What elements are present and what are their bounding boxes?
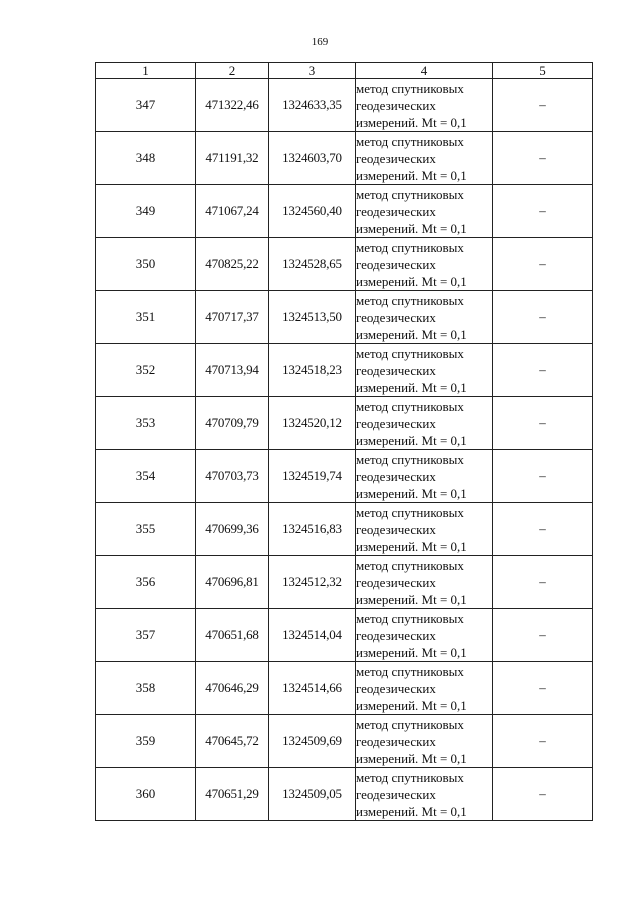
point-number-cell: 359 xyxy=(96,715,196,768)
header-col-2: 2 xyxy=(196,63,269,79)
method-text-line: метод спутниковых xyxy=(356,610,464,626)
method-text-line: метод спутниковых xyxy=(356,451,464,467)
note-cell: – xyxy=(493,291,593,344)
method-text-line: геодезических xyxy=(356,521,436,537)
method-cell xyxy=(356,291,493,344)
table-body xyxy=(96,79,593,821)
method-text-line: измерений. Mt = 0,1 xyxy=(356,803,467,819)
method-cell xyxy=(356,715,493,768)
method-cell xyxy=(356,609,493,662)
method-text-line: геодезических xyxy=(356,574,436,590)
point-number-cell: 354 xyxy=(96,450,196,503)
method-text-line: метод спутниковых xyxy=(356,239,464,255)
point-number-cell: 357 xyxy=(96,609,196,662)
method-text-line: измерений. Mt = 0,1 xyxy=(356,379,467,395)
method-text-line: измерений. Mt = 0,1 xyxy=(356,485,467,501)
y-coordinate-cell: 1324509,05 xyxy=(269,768,356,821)
y-coordinate-cell: 1324514,66 xyxy=(269,662,356,715)
method-cell xyxy=(356,132,493,185)
method-cell xyxy=(356,344,493,397)
x-coordinate-cell: 470646,29 xyxy=(196,662,269,715)
method-text-line: метод спутниковых xyxy=(356,769,464,785)
y-coordinate-cell: 1324528,65 xyxy=(269,238,356,291)
table-header-row xyxy=(96,63,593,79)
method-text-line: метод спутниковых xyxy=(356,716,464,732)
method-cell xyxy=(356,768,493,821)
x-coordinate-cell: 471322,46 xyxy=(196,79,269,132)
method-text-line: измерений. Mt = 0,1 xyxy=(356,750,467,766)
y-coordinate-cell: 1324520,12 xyxy=(269,397,356,450)
x-coordinate-cell: 470645,72 xyxy=(196,715,269,768)
x-coordinate-cell: 470699,36 xyxy=(196,503,269,556)
method-text-line: измерений. Mt = 0,1 xyxy=(356,538,467,554)
method-text-line: метод спутниковых xyxy=(356,133,464,149)
method-text-line: геодезических xyxy=(356,468,436,484)
table-row xyxy=(96,715,593,768)
method-text-line: метод спутниковых xyxy=(356,345,464,361)
method-text-line: геодезических xyxy=(356,415,436,431)
method-cell xyxy=(356,662,493,715)
note-cell: – xyxy=(493,715,593,768)
y-coordinate-cell: 1324603,70 xyxy=(269,132,356,185)
table-row xyxy=(96,344,593,397)
point-number-cell: 356 xyxy=(96,556,196,609)
x-coordinate-cell: 470717,37 xyxy=(196,291,269,344)
x-coordinate-cell: 470709,79 xyxy=(196,397,269,450)
method-text-line: измерений. Mt = 0,1 xyxy=(356,220,467,236)
header-col-3: 3 xyxy=(269,63,356,79)
table-row xyxy=(96,291,593,344)
point-number-cell: 355 xyxy=(96,503,196,556)
point-number-cell: 360 xyxy=(96,768,196,821)
header-col-5: 5 xyxy=(493,63,593,79)
table-row xyxy=(96,79,593,132)
method-text-line: метод спутниковых xyxy=(356,398,464,414)
x-coordinate-cell: 470651,68 xyxy=(196,609,269,662)
point-number-cell: 358 xyxy=(96,662,196,715)
table-row xyxy=(96,556,593,609)
point-number-cell: 351 xyxy=(96,291,196,344)
coordinates-table xyxy=(95,62,593,821)
method-text-line: геодезических xyxy=(356,150,436,166)
table-row xyxy=(96,397,593,450)
method-cell xyxy=(356,503,493,556)
method-cell xyxy=(356,450,493,503)
method-text-line: измерений. Mt = 0,1 xyxy=(356,114,467,130)
method-cell xyxy=(356,79,493,132)
x-coordinate-cell: 470825,22 xyxy=(196,238,269,291)
method-text-line: геодезических xyxy=(356,733,436,749)
point-number-cell: 349 xyxy=(96,185,196,238)
table-row xyxy=(96,185,593,238)
x-coordinate-cell: 470703,73 xyxy=(196,450,269,503)
method-text-line: геодезических xyxy=(356,309,436,325)
x-coordinate-cell: 471067,24 xyxy=(196,185,269,238)
point-number-cell: 350 xyxy=(96,238,196,291)
table-row xyxy=(96,450,593,503)
method-text-line: геодезических xyxy=(356,680,436,696)
point-number-cell: 353 xyxy=(96,397,196,450)
y-coordinate-cell: 1324512,32 xyxy=(269,556,356,609)
method-text-line: геодезических xyxy=(356,256,436,272)
x-coordinate-cell: 470713,94 xyxy=(196,344,269,397)
note-cell: – xyxy=(493,79,593,132)
note-cell: – xyxy=(493,662,593,715)
note-cell: – xyxy=(493,609,593,662)
note-cell: – xyxy=(493,450,593,503)
method-text-line: измерений. Mt = 0,1 xyxy=(356,432,467,448)
y-coordinate-cell: 1324633,35 xyxy=(269,79,356,132)
method-text-line: измерений. Mt = 0,1 xyxy=(356,644,467,660)
method-text-line: геодезических xyxy=(356,362,436,378)
method-text-line: измерений. Mt = 0,1 xyxy=(356,273,467,289)
method-text-line: геодезических xyxy=(356,203,436,219)
page-number: 169 xyxy=(311,36,329,48)
table-row xyxy=(96,768,593,821)
x-coordinate-cell: 470651,29 xyxy=(196,768,269,821)
note-cell: – xyxy=(493,185,593,238)
note-cell: – xyxy=(493,344,593,397)
method-cell xyxy=(356,185,493,238)
point-number-cell: 352 xyxy=(96,344,196,397)
method-text-line: измерений. Mt = 0,1 xyxy=(356,591,467,607)
y-coordinate-cell: 1324518,23 xyxy=(269,344,356,397)
note-cell: – xyxy=(493,768,593,821)
method-cell xyxy=(356,556,493,609)
point-number-cell: 347 xyxy=(96,79,196,132)
y-coordinate-cell: 1324513,50 xyxy=(269,291,356,344)
method-text-line: измерений. Mt = 0,1 xyxy=(356,326,467,342)
table-row xyxy=(96,238,593,291)
method-text-line: метод спутниковых xyxy=(356,557,464,573)
method-text-line: геодезических xyxy=(356,786,436,802)
note-cell: – xyxy=(493,556,593,609)
method-text-line: метод спутниковых xyxy=(356,504,464,520)
method-text-line: метод спутниковых xyxy=(356,80,464,96)
method-text-line: геодезических xyxy=(356,97,436,113)
y-coordinate-cell: 1324514,04 xyxy=(269,609,356,662)
method-cell xyxy=(356,397,493,450)
table-row xyxy=(96,503,593,556)
note-cell: – xyxy=(493,238,593,291)
method-text-line: измерений. Mt = 0,1 xyxy=(356,167,467,183)
table-row xyxy=(96,132,593,185)
table-row xyxy=(96,609,593,662)
x-coordinate-cell: 470696,81 xyxy=(196,556,269,609)
method-text-line: геодезических xyxy=(356,627,436,643)
point-number-cell: 348 xyxy=(96,132,196,185)
y-coordinate-cell: 1324509,69 xyxy=(269,715,356,768)
method-text-line: метод спутниковых xyxy=(356,663,464,679)
header-col-4: 4 xyxy=(356,63,493,79)
method-text-line: измерений. Mt = 0,1 xyxy=(356,697,467,713)
note-cell: – xyxy=(493,132,593,185)
table-row xyxy=(96,662,593,715)
method-text-line: метод спутниковых xyxy=(356,186,464,202)
note-cell: – xyxy=(493,397,593,450)
note-cell: – xyxy=(493,503,593,556)
y-coordinate-cell: 1324560,40 xyxy=(269,185,356,238)
header-col-1: 1 xyxy=(96,63,196,79)
y-coordinate-cell: 1324516,83 xyxy=(269,503,356,556)
method-text-line: метод спутниковых xyxy=(356,292,464,308)
y-coordinate-cell: 1324519,74 xyxy=(269,450,356,503)
x-coordinate-cell: 471191,32 xyxy=(196,132,269,185)
method-cell xyxy=(356,238,493,291)
